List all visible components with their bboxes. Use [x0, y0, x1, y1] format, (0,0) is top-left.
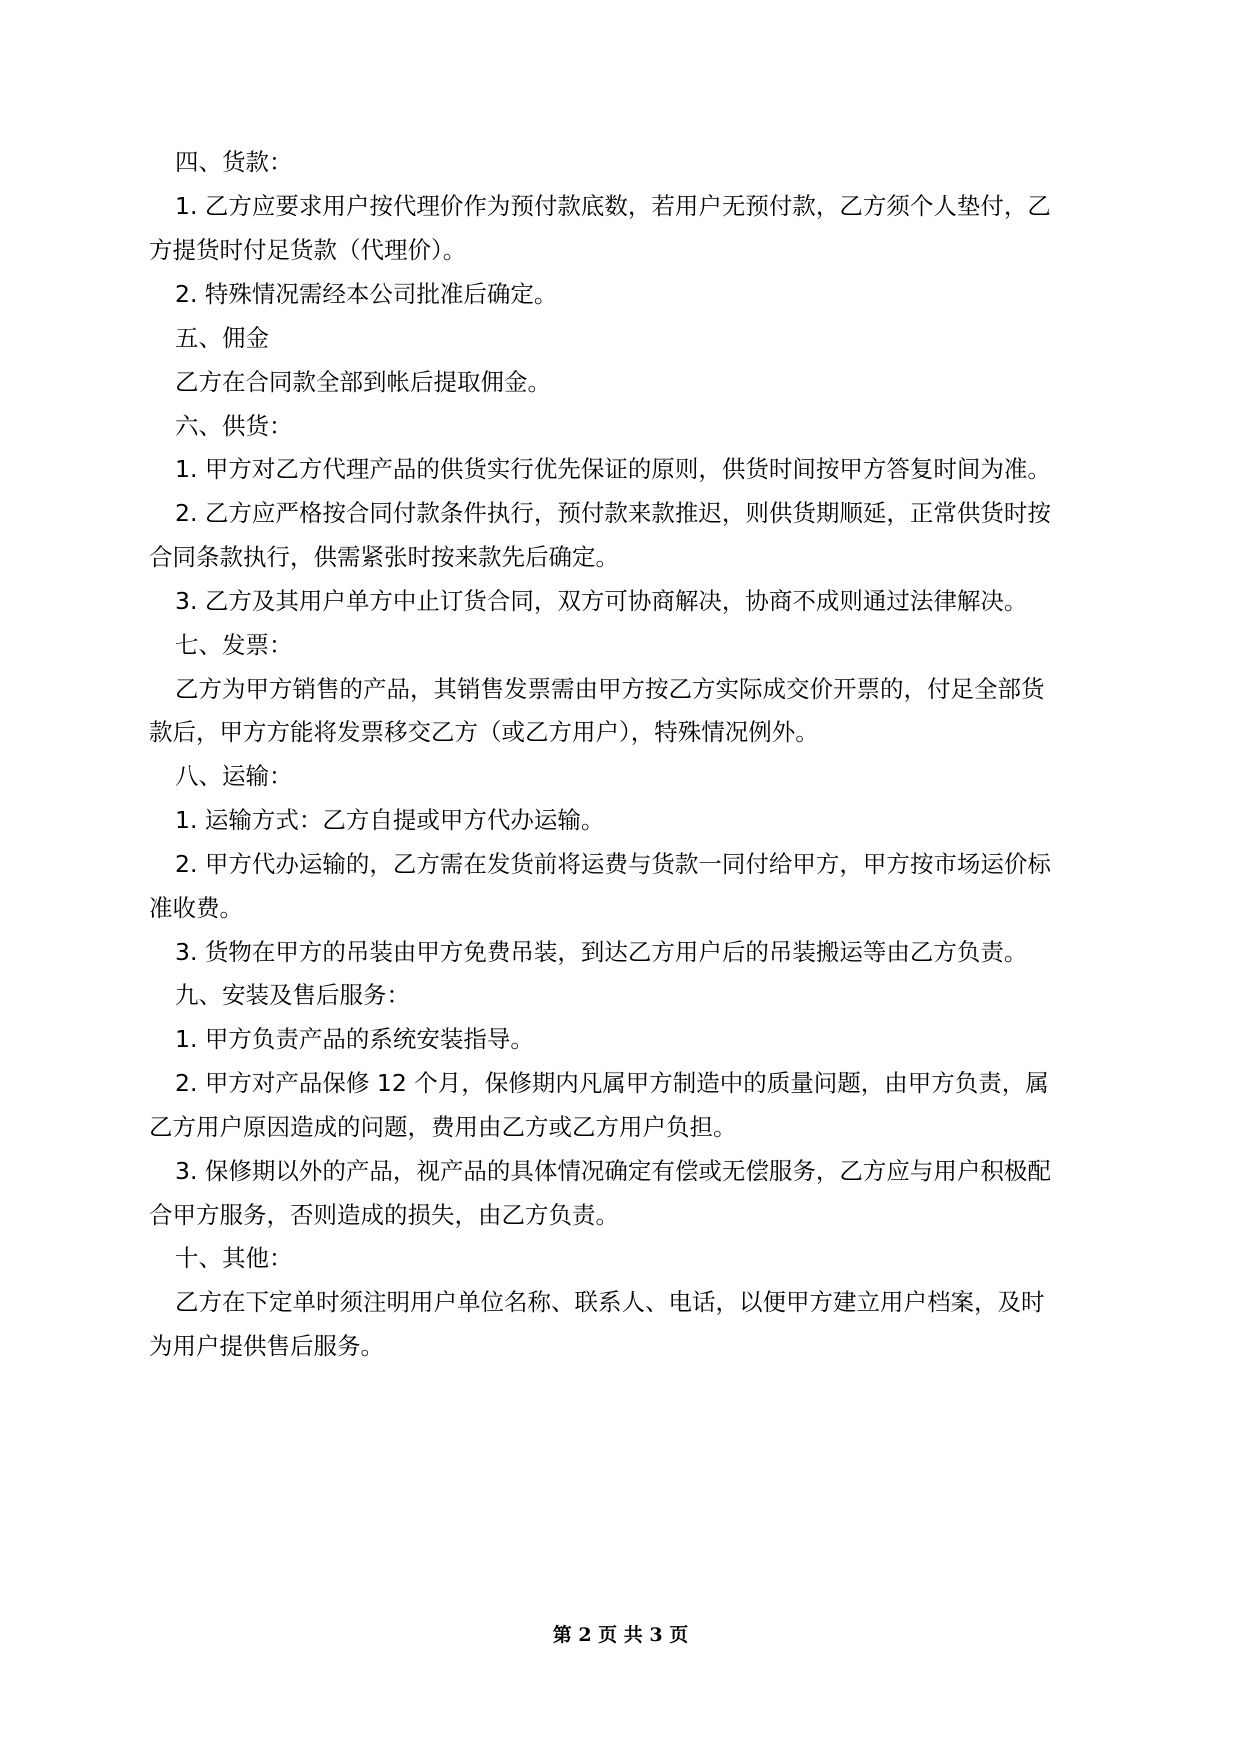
paragraph-line: 2. 乙方应严格按合同付款条件执行，预付款来款推迟，则供货期顺延，正常供货时按: [175, 499, 1051, 527]
paragraph-line: 合甲方服务，否则造成的损失，由乙方负责。: [149, 1201, 619, 1229]
paragraph-line: 2. 甲方代办运输的，乙方需在发货前将运费与货款一同付给甲方，甲方按市场运价标: [175, 850, 1051, 878]
paragraph-line: 乙方在下定单时须注明用户单位名称、联系人、电话，以便甲方建立用户档案，及时: [175, 1288, 1045, 1316]
paragraph-line: 3. 乙方及其用户单方中止订货合同，双方可协商解决，协商不成则通过法律解决。: [175, 587, 1028, 615]
paragraph-line: 1. 甲方对乙方代理产品的供货实行优先保证的原则，供货时间按甲方答复时间为准。: [175, 455, 1051, 483]
paragraph-line: 2. 特殊情况需经本公司批准后确定。: [175, 280, 558, 308]
section-heading-invoice: 七、发票：: [175, 631, 293, 659]
paragraph-line: 为用户提供售后服务。: [149, 1332, 384, 1360]
paragraph-line: 乙方为甲方销售的产品，其销售发票需由甲方按乙方实际成交价开票的，付足全部货: [175, 675, 1045, 703]
paragraph-line: 2. 甲方对产品保修 12 个月，保修期内凡属甲方制造中的质量问题，由甲方负责，属: [175, 1069, 1049, 1097]
paragraph-line: 1. 乙方应要求用户按代理价作为预付款底数，若用户无预付款，乙方须个人垫付，乙: [175, 192, 1051, 220]
section-heading-installation-service: 九、安装及售后服务：: [175, 981, 410, 1009]
paragraph-line: 方提货时付足货款（代理价）。: [149, 236, 467, 264]
section-heading-transport: 八、运输：: [175, 762, 293, 790]
section-heading-payment: 四、货款：: [175, 148, 293, 176]
paragraph-line: 乙方在合同款全部到帐后提取佣金。: [175, 368, 551, 396]
section-heading-other: 十、其他：: [175, 1244, 293, 1272]
paragraph-line: 款后，甲方方能将发票移交乙方（或乙方用户），特殊情况例外。: [149, 718, 819, 746]
paragraph-line: 3. 货物在甲方的吊装由甲方免费吊装，到达乙方用户后的吊装搬运等由乙方负责。: [175, 938, 1028, 966]
paragraph-line: 3. 保修期以外的产品，视产品的具体情况确定有偿或无偿服务，乙方应与用户积极配: [175, 1157, 1051, 1185]
paragraph-line: 合同条款执行，供需紧张时按来款先后确定。: [149, 543, 619, 571]
page-number-footer: 第 2 页 共 3 页: [552, 1624, 689, 1646]
section-heading-supply: 六、供货：: [175, 412, 293, 440]
paragraph-line: 乙方用户原因造成的问题，费用由乙方或乙方用户负担。: [149, 1113, 737, 1141]
section-heading-commission: 五、佣金: [175, 324, 269, 352]
paragraph-line: 1. 运输方式：乙方自提或甲方代办运输。: [175, 806, 605, 834]
paragraph-line: 1. 甲方负责产品的系统安装指导。: [175, 1025, 534, 1053]
paragraph-line: 准收费。: [149, 894, 243, 922]
